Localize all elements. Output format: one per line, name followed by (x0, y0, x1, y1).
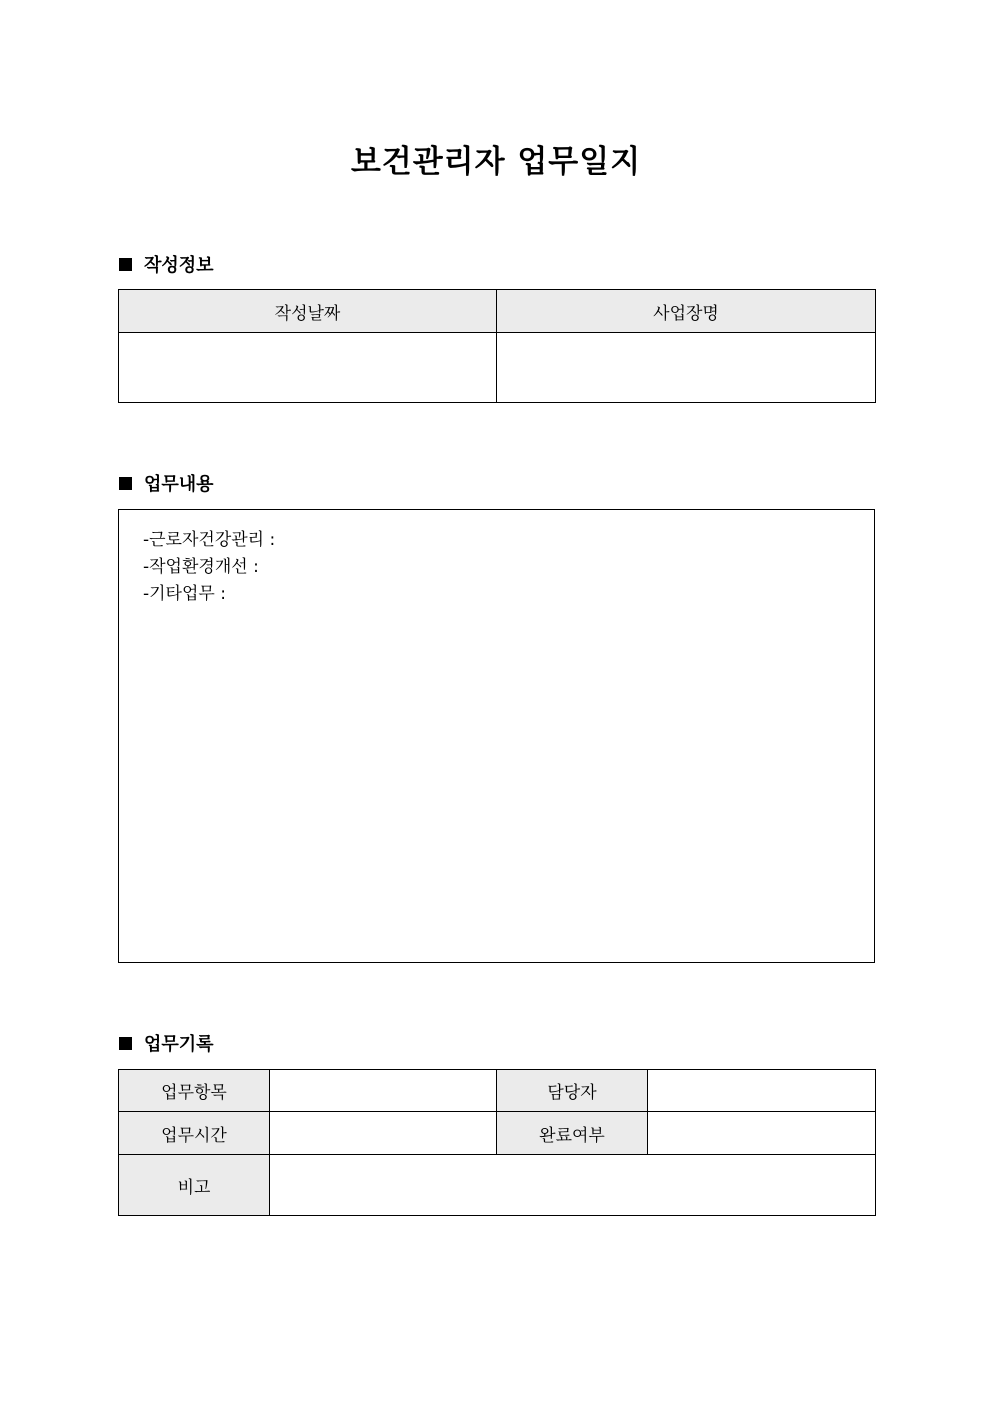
content-line-health: -근로자건강관리 : (143, 530, 276, 550)
section-title: 작성정보 (144, 255, 214, 276)
section-heading-record (119, 1031, 214, 1055)
label-manager: 담당자 (497, 1070, 648, 1112)
completion-field[interactable] (648, 1112, 876, 1155)
label-completion: 완료여부 (497, 1112, 648, 1155)
label-work-item: 업무항목 (119, 1070, 270, 1112)
page-title: 보건관리자 업무일지 (350, 144, 642, 180)
work-content-box[interactable] (118, 509, 875, 963)
section-title: 업무내용 (144, 474, 214, 495)
section-title: 업무기록 (144, 1034, 214, 1055)
section-heading-info (119, 252, 214, 276)
square-bullet-icon (119, 1037, 132, 1050)
workplace-field[interactable] (497, 333, 876, 403)
header-date: 작성날짜 (119, 290, 497, 333)
work-time-field[interactable] (270, 1112, 497, 1155)
record-table (118, 1069, 876, 1216)
info-table (118, 289, 876, 403)
label-work-time: 업무시간 (119, 1112, 270, 1155)
square-bullet-icon (119, 258, 132, 271)
manager-field[interactable] (648, 1070, 876, 1112)
date-field[interactable] (119, 333, 497, 403)
remarks-field[interactable] (270, 1155, 876, 1216)
square-bullet-icon (119, 477, 132, 490)
label-remarks: 비고 (119, 1155, 270, 1216)
content-line-other: -기타업무 : (143, 584, 226, 604)
header-workplace: 사업장명 (497, 290, 876, 333)
section-heading-content (119, 471, 214, 495)
work-item-field[interactable] (270, 1070, 497, 1112)
content-line-environment: -작업환경개선 : (143, 557, 259, 577)
